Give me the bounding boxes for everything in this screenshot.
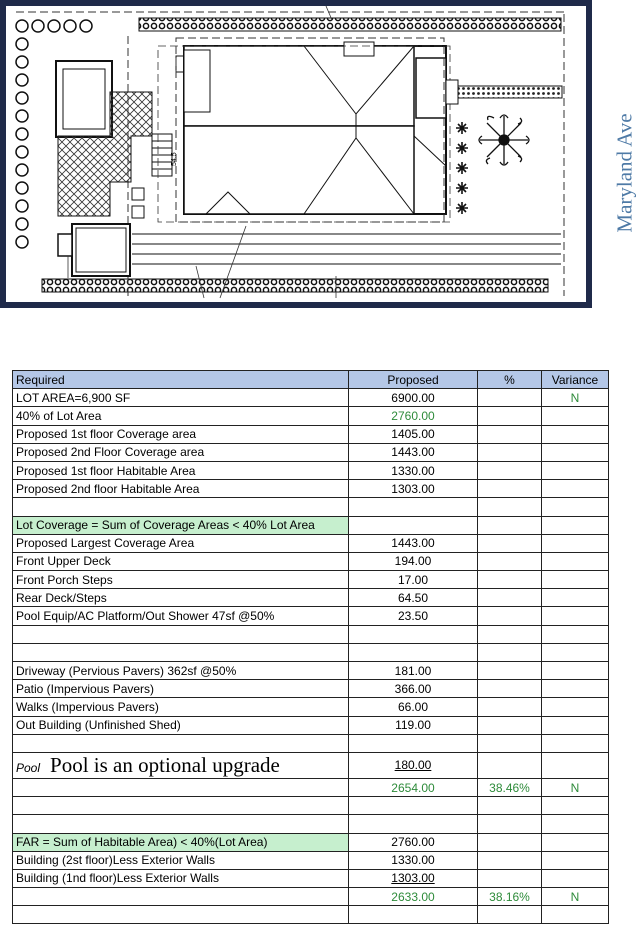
table-row bbox=[13, 461, 609, 479]
header-required: Required bbox=[13, 371, 349, 389]
row-label: Proposed 1st floor Coverage area bbox=[13, 425, 349, 443]
table-row bbox=[13, 534, 609, 552]
table-row bbox=[13, 680, 609, 698]
far-proposed: 2760.00 bbox=[349, 833, 478, 851]
table-row bbox=[13, 888, 609, 906]
row-label: 40% of Lot Area bbox=[13, 407, 349, 425]
row-label: Walks (Impervious Pavers) bbox=[13, 698, 349, 716]
row-proposed: 119.00 bbox=[349, 716, 478, 734]
table-row bbox=[13, 851, 609, 869]
row-proposed: 64.50 bbox=[349, 589, 478, 607]
table-row bbox=[13, 480, 609, 498]
bottom-hedge bbox=[42, 279, 548, 292]
top-hedge bbox=[139, 18, 561, 31]
table-row-empty bbox=[13, 815, 609, 833]
row-proposed: 1303.00 bbox=[349, 869, 478, 887]
table-row bbox=[13, 698, 609, 716]
row-label: Front Porch Steps bbox=[13, 571, 349, 589]
table-header-row bbox=[13, 371, 609, 389]
table-row bbox=[13, 407, 609, 425]
street-label: Maryland Ave bbox=[612, 113, 637, 233]
row-label: Proposed 2nd floor Habitable Area bbox=[13, 480, 349, 498]
header-variance: Variance bbox=[542, 371, 609, 389]
table-row bbox=[13, 869, 609, 887]
row-label: Rear Deck/Steps bbox=[13, 589, 349, 607]
row-proposed: 194.00 bbox=[349, 552, 478, 570]
row-proposed: 1405.00 bbox=[349, 425, 478, 443]
table-row-empty bbox=[13, 625, 609, 643]
far-title: FAR = Sum of Habitable Area) < 40%(Lot Area) bbox=[13, 833, 349, 851]
rear-steps bbox=[152, 134, 172, 176]
table-row bbox=[13, 752, 609, 778]
row-label: Driveway (Pervious Pavers) 362sf @50% bbox=[13, 662, 349, 680]
row-proposed: 66.00 bbox=[349, 698, 478, 716]
row-proposed: 1330.00 bbox=[349, 461, 478, 479]
pool-note: Pool is an optional upgrade bbox=[50, 752, 280, 777]
row-label: Proposed Largest Coverage Area bbox=[13, 534, 349, 552]
table-row-empty bbox=[13, 498, 609, 516]
coverage-total: 2654.00 bbox=[349, 778, 478, 796]
site-plan bbox=[0, 0, 592, 308]
row-proposed: 366.00 bbox=[349, 680, 478, 698]
row-label: Proposed 1st floor Habitable Area bbox=[13, 461, 349, 479]
row-variance: N bbox=[542, 389, 609, 407]
tree bbox=[479, 115, 529, 165]
shrub-column-left bbox=[16, 38, 28, 248]
table-row-empty bbox=[13, 797, 609, 815]
table-row bbox=[13, 571, 609, 589]
row-label: LOT AREA=6,900 SF bbox=[13, 389, 349, 407]
table-row bbox=[13, 833, 609, 851]
row-proposed: 17.00 bbox=[349, 571, 478, 589]
row-label: Building (2st floor)Less Exterior Walls bbox=[13, 851, 349, 869]
pool bbox=[56, 61, 112, 137]
far-variance: N bbox=[542, 888, 609, 906]
table-row-empty bbox=[13, 643, 609, 661]
row-proposed: 1443.00 bbox=[349, 443, 478, 461]
pool-row-label bbox=[13, 752, 349, 778]
front-walk bbox=[458, 86, 562, 98]
house bbox=[184, 42, 446, 214]
table-row bbox=[13, 662, 609, 680]
row-label: Out Building (Unfinished Shed) bbox=[13, 716, 349, 734]
street-label-box bbox=[612, 113, 638, 233]
row-proposed: 1443.00 bbox=[349, 534, 478, 552]
table-row bbox=[13, 589, 609, 607]
coverage-variance: N bbox=[542, 778, 609, 796]
row-label: Pool Equip/AC Platform/Out Shower 47sf @50% bbox=[13, 607, 349, 625]
row-label: Building (1nd floor)Less Exterior Walls bbox=[13, 869, 349, 887]
coverage-percent: 38.46% bbox=[478, 778, 542, 796]
row-proposed: 180.00 bbox=[349, 752, 478, 778]
table-row bbox=[13, 425, 609, 443]
row-proposed: 23.50 bbox=[349, 607, 478, 625]
row-label: Proposed 2nd Floor Coverage area bbox=[13, 443, 349, 461]
row-label: Patio (Impervious Pavers) bbox=[13, 680, 349, 698]
site-plan-drawing bbox=[6, 6, 586, 302]
table-row bbox=[13, 552, 609, 570]
row-label: Front Upper Deck bbox=[13, 552, 349, 570]
row-proposed: 1303.00 bbox=[349, 480, 478, 498]
row-proposed: 181.00 bbox=[349, 662, 478, 680]
lot-coverage-title: Lot Coverage = Sum of Coverage Areas < 40% Lot Area bbox=[13, 516, 349, 534]
table-row-empty bbox=[13, 906, 609, 924]
table-row bbox=[13, 778, 609, 796]
header-percent: % bbox=[478, 371, 542, 389]
far-percent: 38.16% bbox=[478, 888, 542, 906]
shed bbox=[72, 224, 130, 276]
table-row bbox=[13, 716, 609, 734]
row-proposed: 2760.00 bbox=[349, 407, 478, 425]
table-row bbox=[13, 389, 609, 407]
table-row bbox=[13, 443, 609, 461]
zoning-table bbox=[12, 370, 609, 924]
far-total: 2633.00 bbox=[349, 888, 478, 906]
table-row-empty bbox=[13, 734, 609, 752]
header-proposed: Proposed bbox=[349, 371, 478, 389]
row-proposed: 6900.00 bbox=[349, 389, 478, 407]
row-proposed: 1330.00 bbox=[349, 851, 478, 869]
table-row bbox=[13, 516, 609, 534]
pool-label: Pool bbox=[16, 760, 41, 775]
dimension-label: 54.5 bbox=[171, 152, 178, 166]
shrub-stars bbox=[456, 122, 468, 214]
table-row bbox=[13, 607, 609, 625]
shrub-row-top bbox=[16, 20, 92, 32]
